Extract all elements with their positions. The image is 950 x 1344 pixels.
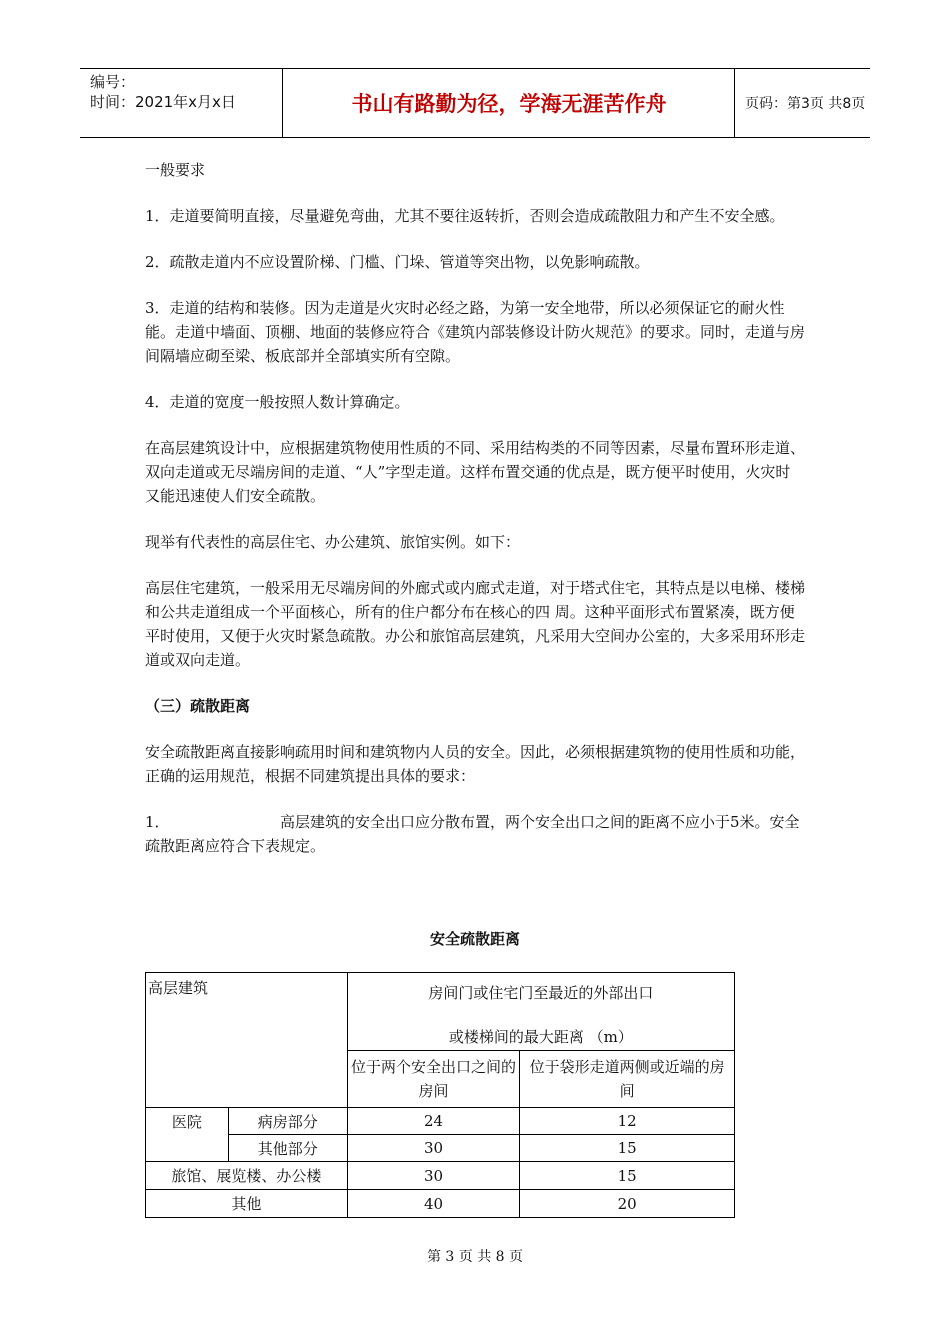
- header-max-distance-line2: 或楼梯间的最大距离 （m）: [448, 1028, 633, 1046]
- paragraph: 现举有代表性的高层住宅、办公建筑、旅馆实例。如下：: [145, 533, 521, 551]
- paragraph: 2．疏散走道内不应设置阶梯、门槛、门垛、管道等突出物，以免影响疏散。: [145, 253, 650, 271]
- row-label-hospital: 医院: [146, 1108, 229, 1162]
- row-label: 其他: [146, 1190, 348, 1218]
- section-heading: （三）疏散距离: [145, 697, 251, 715]
- page-number-label: 页码：第3页 共8页: [745, 96, 866, 112]
- list-number: 1．: [145, 813, 170, 831]
- paragraph: 高层住宅建筑，一般采用无尽端房间的外廊式或内廊式走道，对于塔式住宅，其特点是以电梯、楼梯和公共走道组成一个平面核心，所有的住户都分布在核心的四 周。这种平面形式布置紧凑，既方便平时使用，又便于火灾时紧急疏散。办公和旅馆高层建筑，凡采用大空间办公室的，大多采用环形走道或双向走道。: [145, 579, 806, 669]
- paragraph: 3．走道的结构和装修。因为走道是火灾时必经之路，为第一安全地带，所以必须保证它的耐火性能。走道中墙面、顶棚、地面的装修应符合《建筑内部装修设计防火规范》的要求。同时，走道与房间隔墙应砌至梁、板底部并全部填实所有空隙。: [145, 299, 806, 365]
- header-building-type: 高层建筑: [146, 973, 348, 1108]
- row-label: 其他部分: [228, 1135, 347, 1162]
- document-body: [145, 158, 805, 858]
- cell-between: 40: [347, 1190, 520, 1218]
- paragraph-text: 高层建筑的安全出口应分散布置，两个安全出口之间的距离不应小于5米。安全疏散距离应符合下表规定。: [145, 813, 800, 855]
- paragraph: 一般要求: [145, 161, 206, 179]
- header-dead-end: 位于袋形走道两侧或近端的房间: [520, 1051, 735, 1108]
- header-page-number: [735, 69, 870, 137]
- header-motto: [284, 69, 735, 137]
- cell-dead-end: 15: [520, 1162, 735, 1190]
- cell-dead-end: 15: [520, 1135, 735, 1162]
- page-header: [80, 68, 870, 138]
- document-number-label: 编号：: [90, 73, 136, 91]
- motto-text: 书山有路勤为径，学海无涯苦作舟: [351, 92, 667, 116]
- page-footer: 第 3 页 共 8 页: [426, 1249, 524, 1265]
- table-title: 安全疏散距离: [429, 930, 520, 948]
- cell-dead-end: 20: [520, 1190, 735, 1218]
- paragraph: 1．走道要简明直接，尽量避免弯曲，尤其不要往返转折，否则会造成疏散阻力和产生不安全感。: [145, 207, 785, 225]
- row-label: 病房部分: [228, 1108, 347, 1135]
- header-max-distance-line1: 房间门或住宅门至最近的外部出口: [428, 984, 654, 1002]
- cell-dead-end: 12: [520, 1108, 735, 1135]
- paragraph: 安全疏散距离直接影响疏用时间和建筑物内人员的安全。因此，必须根据建筑物的使用性质和功能，正确的运用规范，根据不同建筑提出具体的要求：: [145, 743, 806, 785]
- header-max-distance: [347, 973, 734, 1051]
- header-meta: [80, 69, 283, 137]
- header-between-exits: 位于两个安全出口之间的房间: [347, 1051, 520, 1108]
- cell-between: 24: [347, 1108, 520, 1135]
- evacuation-distance-table: [145, 972, 735, 1218]
- paragraph: 在高层建筑设计中，应根据建筑物使用性质的不同、采用结构类的不同等因素，尽量布置环形走道、双向走道或无尽端房间的走道、“人”字型走道。这样布置交通的优点是，既方便平时使用，火灾时又能迅速使人们安全疏散。: [145, 439, 806, 505]
- paragraph: [145, 810, 805, 858]
- cell-between: 30: [347, 1162, 520, 1190]
- paragraph: 4．走道的宽度一般按照人数计算确定。: [145, 393, 410, 411]
- document-date-label: 时间：2021年x月x日: [90, 93, 236, 111]
- cell-between: 30: [347, 1135, 520, 1162]
- row-label: 旅馆、展览楼、办公楼: [146, 1162, 348, 1190]
